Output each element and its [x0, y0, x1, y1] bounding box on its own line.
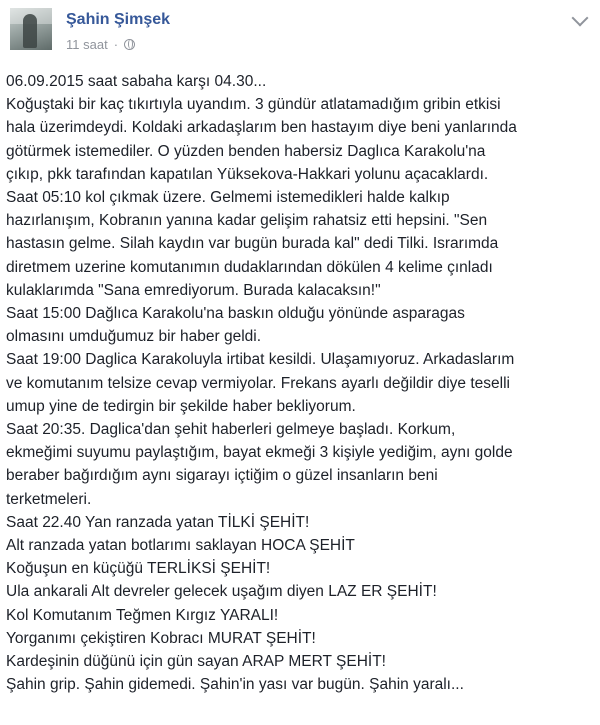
post-text-line: hala üzerimdeydi. Koldaki arkadaşlarım ben hastayım diye beni yanlarında [6, 119, 517, 137]
post-text-line: hastasın gelme. Silah kaydın var bugün burada kal" dedi Tilki. Israrımda [6, 235, 499, 253]
meta-separator: · [113, 37, 119, 52]
post-text-line: Saat 22.40 Yan ranzada yatan TİLKİ ŞEHİT! [6, 513, 310, 531]
post-header [0, 0, 600, 64]
post-text-line: diretmem uzerine komutanımın dudaklarından dökülen 4 kelime çınladı [6, 258, 493, 276]
post-text-line: Saat 19:00 Daglica Karakoluyla irtibat kesildi. Ulaşamıyoruz. Arkadaslarım [6, 351, 515, 369]
post-text-line: Saat 20:35. Daglica'dan şehit haberleri gelmeye başladı. Korkum, [6, 421, 456, 439]
post-text-line: çıkıp, pkk tarafından kapatılan Yüksekova-Hakkari yolunu açacaklardı. [6, 165, 489, 183]
post-text-line: Kol Komutanım Teğmen Kırgız YARALI! [6, 606, 279, 624]
post-text-line: olmasını umduğumuz bir haber geldi. [6, 328, 262, 346]
post-text-line: Şahin grip. Şahin gidemedi. Şahin'in yası var bugün. Şahin yaralı... [6, 676, 464, 694]
avatar-figure [23, 14, 37, 48]
post-text-line: umup yine de tedirgin bir şekilde haber bekliyorum. [6, 397, 356, 415]
post-text-line: Saat 15:00 Dağlıca Karakolu'na baskın olduğu yönünde asparagas [6, 305, 465, 323]
post-text-line: Yorganımı çekiştiren Kobracı MURAT ŞEHİT! [6, 629, 316, 647]
post-text-line: Kardeşinin düğünü için gün sayan ARAP MERT ŞEHİT! [6, 653, 386, 671]
post-meta [66, 37, 135, 52]
post-timestamp[interactable]: 11 saat [66, 37, 108, 52]
post-text-line: 06.09.2015 saat sabaha karşı 04.30... [6, 73, 267, 90]
post-text-line: Alt ranzada yatan botlarımı saklayan HOCA ŞEHİT [6, 537, 355, 555]
post-text-line: kulaklarımda "Sana emrediyorum. Burada kalacaksın!" [6, 281, 381, 299]
avatar[interactable] [10, 8, 52, 50]
post-text-line: hazırlanışım, Kobranın yanına kadar gelişim rahatsiz etti hepsini. "Sen [6, 212, 488, 230]
post-text-line: terketmeleri. [6, 490, 92, 508]
post-text-line: Saat 05:10 kol çıkmak üzere. Gelmemi istemedikleri halde kalkıp [6, 189, 450, 207]
post-text [6, 70, 594, 696]
globe-icon[interactable] [124, 39, 135, 50]
chevron-down-icon[interactable] [572, 10, 589, 27]
post-text-line: götürmek istemediler. O yüzden benden habersiz Daglıca Karakolu'na [6, 142, 486, 160]
post-text-line: Koğuştaki bir kaç tıkırtıyla uyandım. 3 gündür atlatamadığım gribin etkisi [6, 96, 501, 114]
post-text-line: ve komutanım telsize cevap vermiyolar. Frekans ayarlı değildir diye teselli [6, 374, 510, 392]
post-text-line: Koğuşun en küçüğü TERLİKSİ ŞEHİT! [6, 560, 271, 578]
author-name[interactable]: Şahin Şimşek [66, 11, 171, 28]
post-text-line: ekmeğimi suyumu paylaştığım, bayat ekmeği 3 kişiyle yediğim, aynı golde [6, 444, 513, 462]
post-text-line: Ula ankarali Alt devreler gelecek uşağım diyen LAZ ER ŞEHİT! [6, 583, 437, 601]
post-text-line: beraber bağırdığım aynı sigarayı içtiğim o güzel insanların beni [6, 467, 438, 485]
